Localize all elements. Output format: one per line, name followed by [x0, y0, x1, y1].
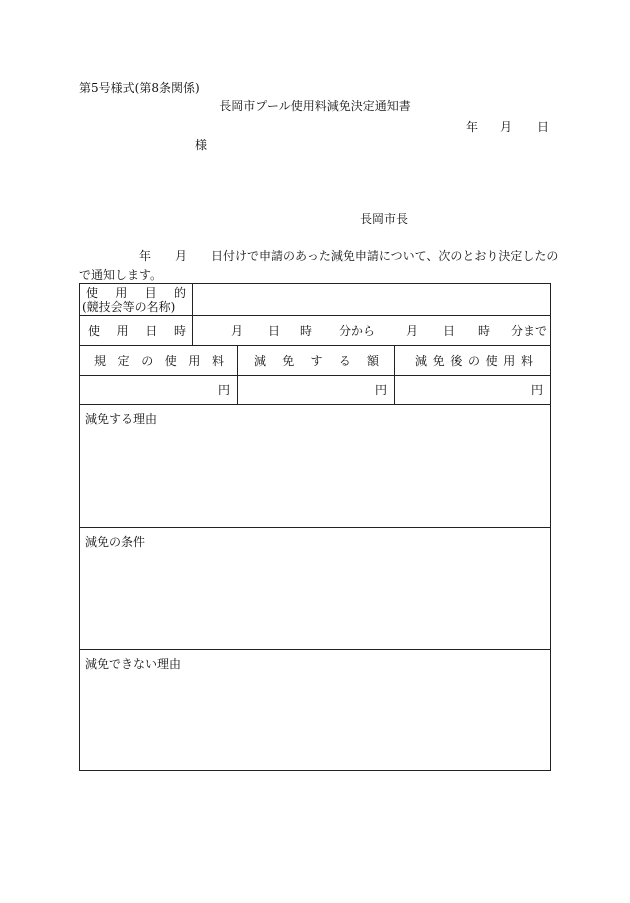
label-char: 減	[415, 354, 428, 368]
from-hour: 時	[300, 324, 313, 338]
label-char: 用	[115, 286, 128, 300]
label-char: 使	[86, 286, 99, 300]
label-char: 使	[164, 354, 177, 368]
to-suffix: 分まで	[511, 324, 548, 338]
datetime-row	[80, 316, 550, 346]
fee-amount-row	[80, 376, 550, 405]
denial-reason-label: 減免できない理由	[85, 657, 182, 671]
to-day: 日	[443, 324, 456, 338]
label-char: の	[467, 354, 480, 368]
label-char: 免	[432, 354, 445, 368]
from-day: 日	[268, 324, 281, 338]
header-standard-fee	[80, 346, 238, 375]
date-month: 月	[500, 120, 513, 134]
denial-reason-section[interactable]	[80, 650, 550, 770]
label-char: 用	[503, 354, 516, 368]
form-reference: 第5号様式(第8条関係)	[79, 81, 200, 95]
header-reduction-amount-label	[254, 355, 379, 367]
fee-after-reduction-cell[interactable]	[395, 376, 550, 404]
date-day: 日	[537, 120, 550, 134]
label-char: 料	[211, 354, 224, 368]
datetime-label-cell	[80, 316, 193, 345]
label-char: 減	[254, 354, 267, 368]
label-char: 使	[485, 354, 498, 368]
header-fee-after-reduction	[395, 346, 550, 375]
reduction-amount-cell[interactable]	[238, 376, 395, 404]
to-hour: 時	[478, 324, 491, 338]
purpose-label-line1	[86, 287, 186, 299]
datetime-value-cell[interactable]	[193, 316, 550, 345]
label-char: す	[310, 354, 323, 368]
label-char: る	[338, 354, 351, 368]
header-reduction-amount	[238, 346, 395, 375]
to-month: 月	[406, 324, 419, 338]
reduction-reason-section[interactable]	[80, 405, 550, 528]
purpose-label-line2: (競技会等の名称)	[82, 300, 176, 314]
from-suffix: 分から	[339, 324, 376, 338]
purpose-row	[80, 284, 550, 316]
purpose-label-cell	[80, 284, 193, 315]
label-char: の	[141, 354, 154, 368]
label-char: 額	[366, 354, 379, 368]
label-char: 用	[116, 324, 129, 338]
label-char: 規	[94, 354, 107, 368]
notice-line-1: 年 月 日付けで申請のあった減免申請について、次のとおり決定したの	[79, 249, 559, 263]
fee-header-row	[80, 346, 550, 376]
label-char: 免	[282, 354, 295, 368]
label-char: 料	[520, 354, 533, 368]
label-char: 用	[188, 354, 201, 368]
label-char: 日	[145, 324, 158, 338]
label-char: 的	[173, 286, 186, 300]
header-fee-after-reduction-label	[415, 355, 533, 367]
date-year: 年	[466, 120, 479, 134]
header-standard-fee-label	[94, 355, 224, 367]
datetime-label	[88, 325, 186, 337]
addressee-suffix: 様	[195, 138, 208, 152]
purpose-value-cell[interactable]	[193, 284, 550, 315]
label-char: 後	[450, 354, 463, 368]
reduction-reason-label: 減免する理由	[85, 412, 158, 426]
decision-form-table	[79, 283, 551, 771]
document-title: 長岡市プール使用料減免決定通知書	[219, 99, 411, 113]
label-char: 時	[173, 324, 186, 338]
reduction-conditions-label: 減免の条件	[85, 535, 146, 549]
notice-body	[79, 247, 559, 285]
label-char: 定	[117, 354, 130, 368]
notice-line-2: で通知します。	[79, 268, 163, 282]
standard-fee-cell[interactable]	[80, 376, 238, 404]
from-month: 月	[231, 324, 244, 338]
label-char: 使	[88, 324, 101, 338]
issuer-name: 長岡市長	[360, 212, 409, 226]
label-char: 目	[144, 286, 157, 300]
currency-yen: 円	[374, 383, 387, 397]
reduction-conditions-section[interactable]	[80, 528, 550, 650]
currency-yen: 円	[530, 383, 543, 397]
currency-yen: 円	[217, 383, 230, 397]
